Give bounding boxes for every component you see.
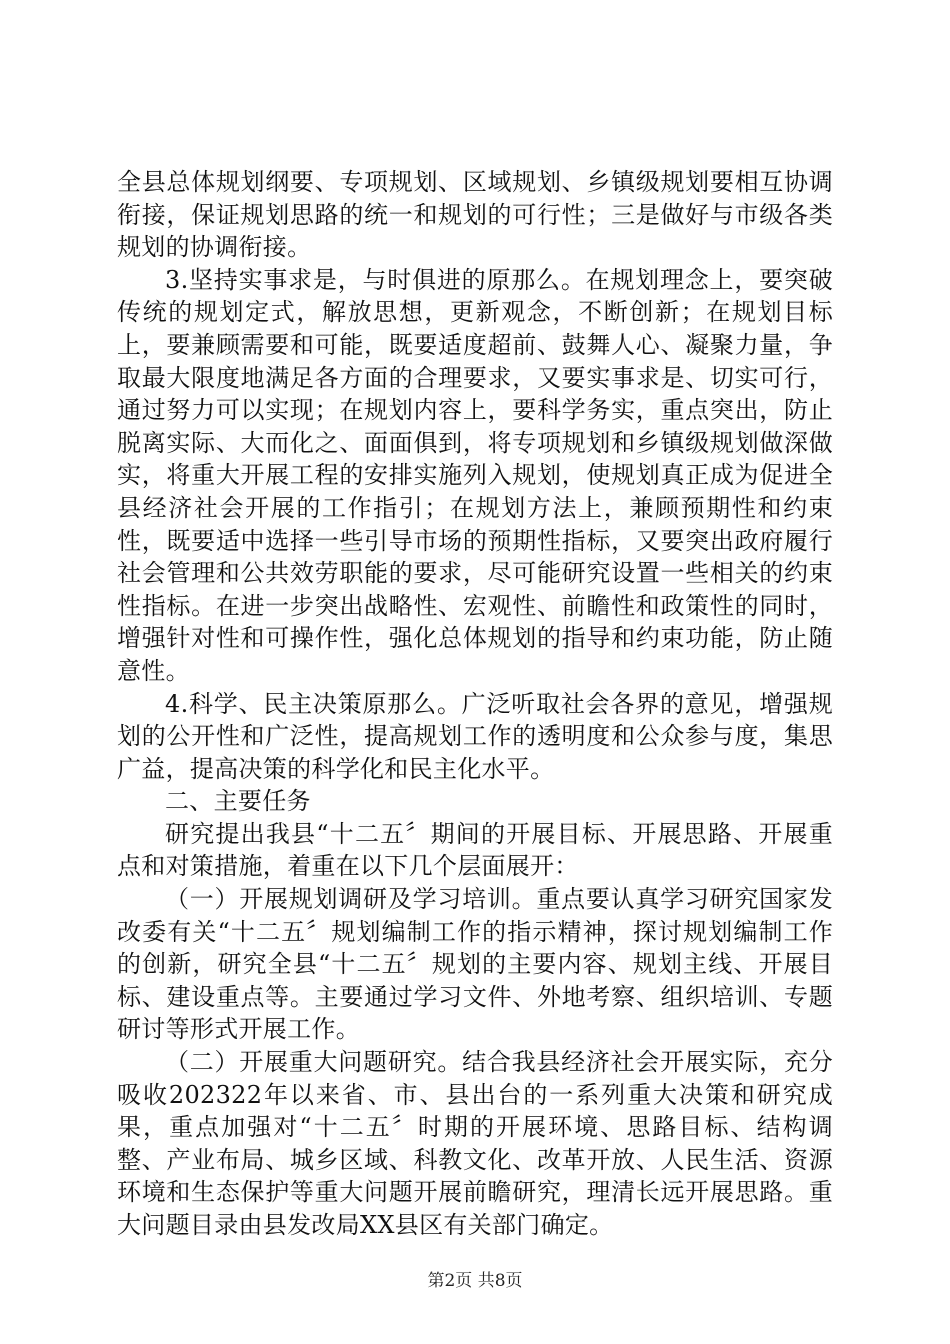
paragraph-principle-3: 3.坚持实事求是，与时俱进的原那么。在规划理念上，要突破传统的规划定式，解放思想，更新观念，不断创新；在规划目标上，要兼顾需要和可能，既要适度超前、鼓舞人心、凝聚力量，争取最大限度地满足各方面的合理要求，又要实事求是、切实可行，通过努力可以实现；在规划内容上，要科学务实，重点突出，防止脱离实际、大而化之、面面俱到，将专项规划和乡镇级规划做深做实，将重大开展工程的安排实施列入规划，使规划真正成为促进全县经济社会开展的工作指引；在规划方法上，兼顾预期性和约束性，既要适中选择一些引导市场的预期性指标，又要突出政府履行社会管理和公共效劳职能的要求，尽可能研究设置一些相关的约束性指标。在进一步突出战略性、宏观性、前瞻性和政策性的同时，增强针对性和可操作性，强化总体规划的指导和约束功能，防止随意性。 <box>117 265 833 685</box>
paragraph-task-1: （一）开展规划调研及学习培训。重点要认真学习研究国家发改委有关“十二五〞规划编制工作的指示精神，探讨规划编制工作的创新，研究全县“十二五〞规划的主要内容、规划主线、开展目标、建设重点等。主要通过学习文件、外地考察、组织培训、专题研讨等形式开展工作。 <box>117 885 833 1044</box>
section-heading-main-tasks: 二、主要任务 <box>165 787 311 816</box>
page-number-footer: 第2页 共8页 <box>427 1271 523 1291</box>
paragraph-task-2: （二）开展重大问题研究。结合我县经济社会开展实际，充分吸收202322年以来省、市、县出台的一系列重大决策和研究成果，重点加强对“十二五〞时期的开展环境、思路目标、结构调整、产业布局、城乡区域、科教文化、改革开放、人民生活、资源环境和生态保护等重大问题开展前瞻研究，理清长远开展思路。重大问题目录由县发改局XX县区有关部门确定。 <box>117 1048 833 1239</box>
paragraph-tasks-intro: 研究提出我县“十二五〞期间的开展目标、开展思路、开展重点和对策措施，着重在以下几个层面展开： <box>117 819 833 881</box>
paragraph-principle-4: 4.科学、民主决策原那么。广泛听取社会各界的意见，增强规划的公开性和广泛性，提高规划工作的透明度和公众参与度，集思广益，提高决策的科学化和民主化水平。 <box>117 689 833 783</box>
paragraph-planning-coordination: 全县总体规划纲要、专项规划、区域规划、乡镇级规划要相互协调衔接，保证规划思路的统一和规划的可行性；三是做好与市级各类规划的协调衔接。 <box>117 168 833 262</box>
document-body <box>117 166 833 1242</box>
